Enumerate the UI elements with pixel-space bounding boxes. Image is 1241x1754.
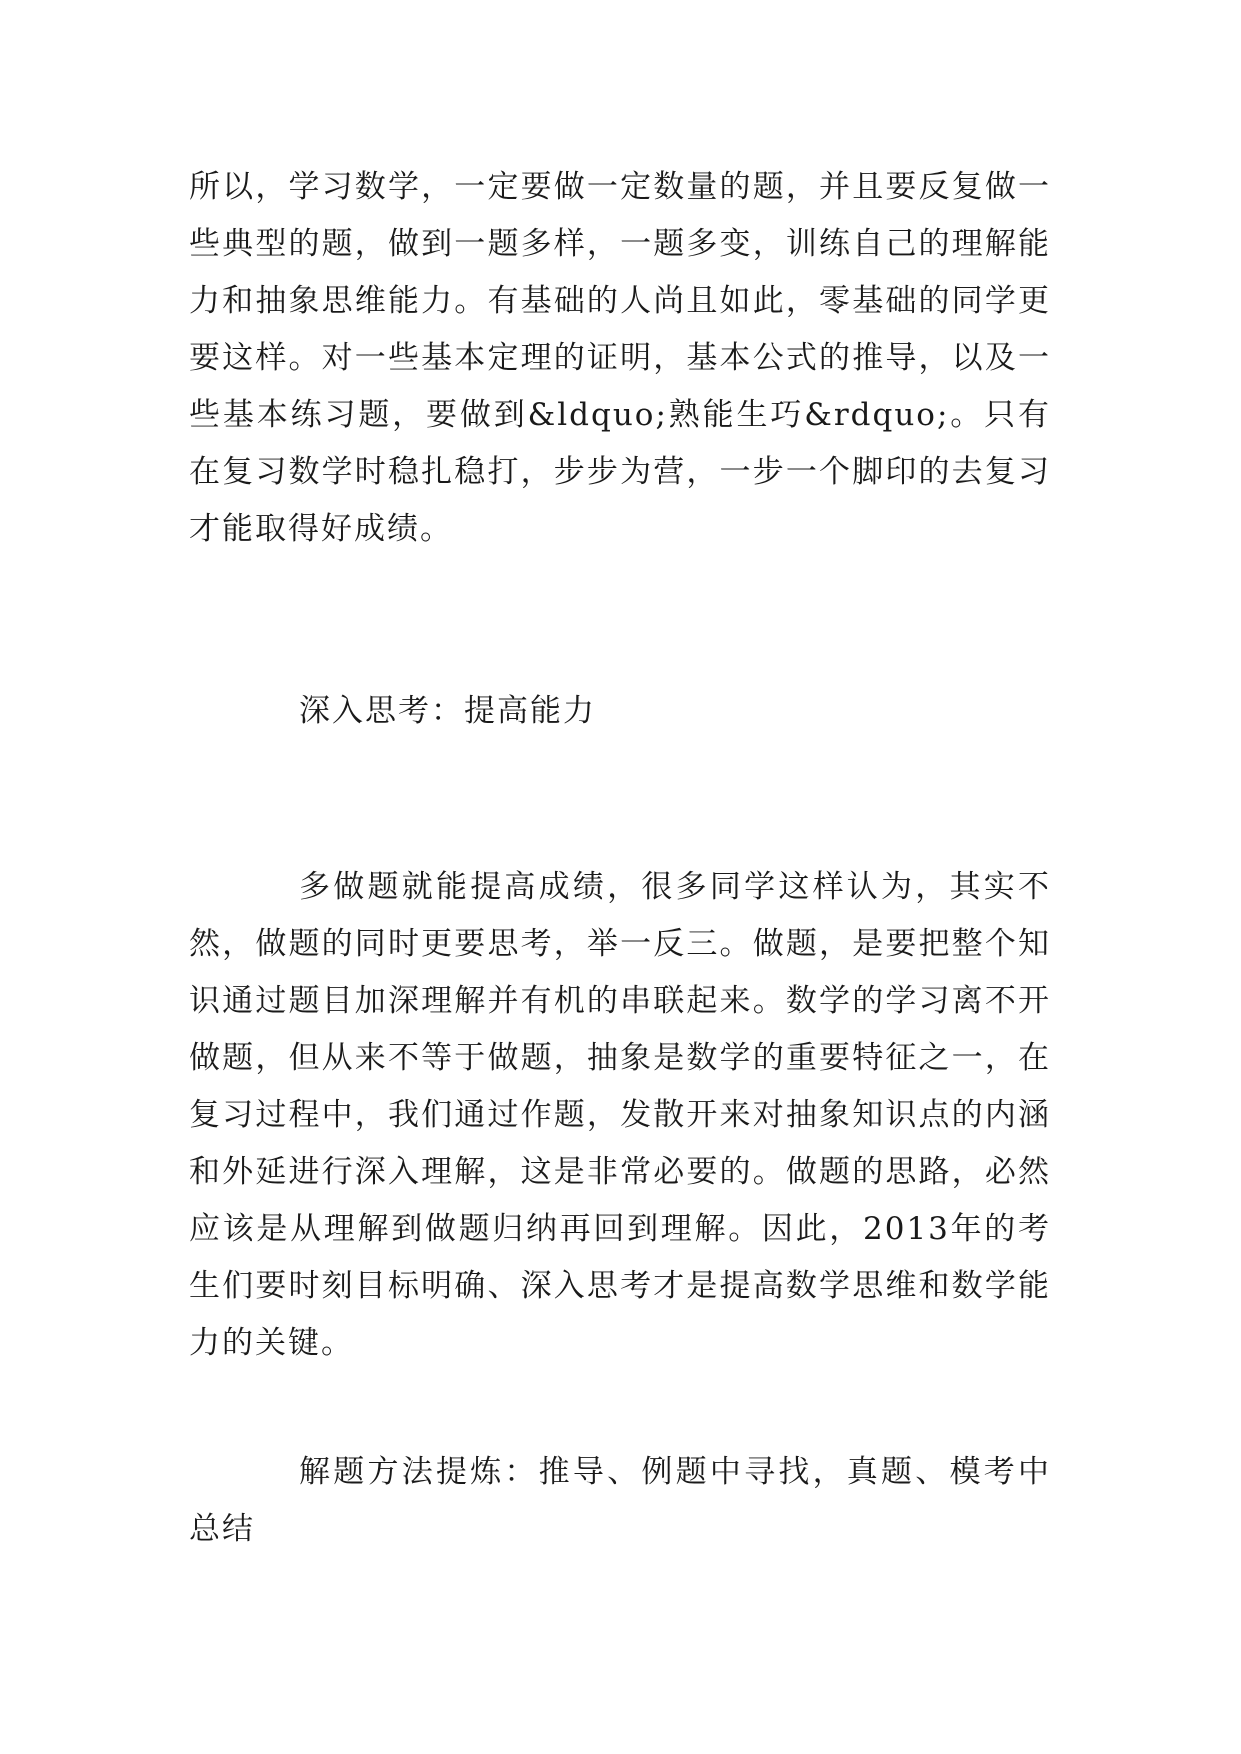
section-heading-deep-thinking: 深入思考：提高能力 <box>299 693 596 729</box>
body-paragraph-thinking: 多做题就能提高成绩，很多同学这样认为，其实不然，做题的同时更要思考，举一反三。做题，是要把整个知识通过题目加深理解并有机的串联起来。数学的学习离不开做题，但从来不等于做题，抽象是数学的重要特征之一，在复习过程中，我们通过作题，发散开来对抽象知识点的内涵和外延进行深入理解，这是非常必要的。做题的思路，必然应该是从理解到做题归纳再回到理解。因此，2013年的考生们要时刻目标明确、深入思考才是提高数学思维和数学能力的关键。 <box>189 869 1051 1361</box>
section-heading-problem-methods: 解题方法提炼：推导、例题中寻找，真题、模考中总结 <box>189 1454 1051 1547</box>
body-paragraph-practice: 所以，学习数学，一定要做一定数量的题，并且要反复做一些典型的题，做到一题多样，一题多变，训练自己的理解能力和抽象思维能力。有基础的人尚且如此，零基础的同学更要这样。对一些基本定理的证明，基本公式的推导，以及一些基本练习题，要做到&ldquo;熟能生巧&rdquo;。只有在复习数学时稳扎稳打，步步为营，一步一个脚印的去复习才能取得好成绩。 <box>189 169 1051 547</box>
